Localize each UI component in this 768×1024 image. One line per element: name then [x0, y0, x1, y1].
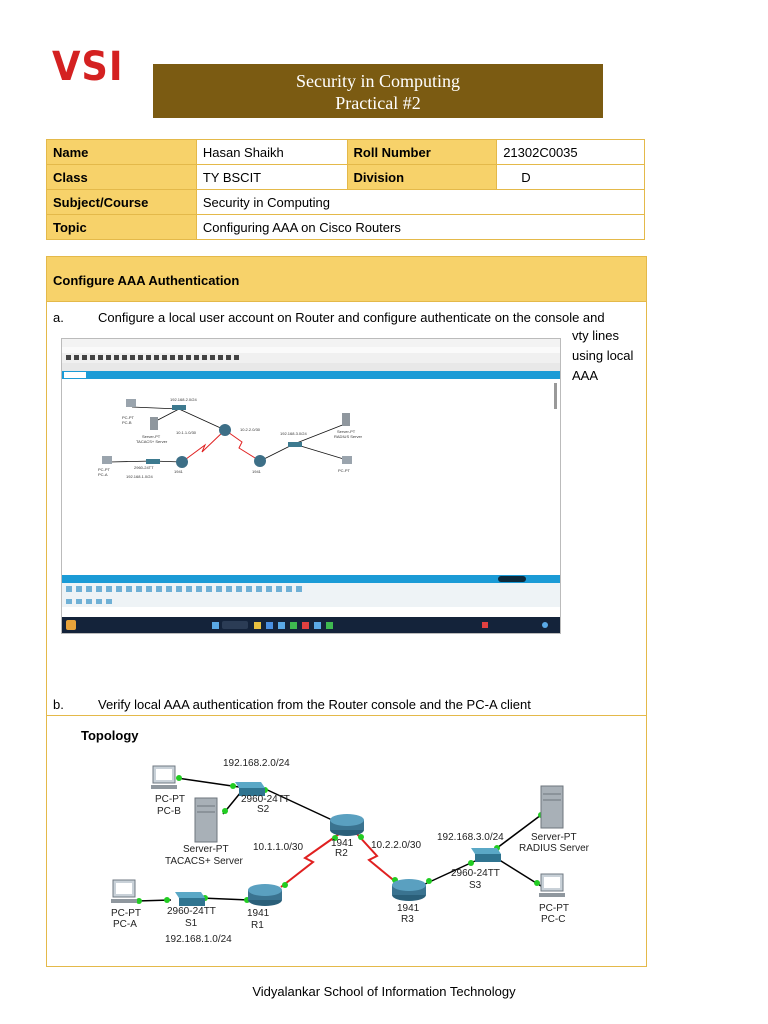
- link-label-r2-r3: 10.2.2.0/30: [371, 840, 422, 851]
- r2-name: R2: [335, 848, 348, 859]
- tacacs-type: Server-PT: [183, 844, 229, 855]
- vsit-logo: VSI: [52, 44, 124, 90]
- svg-text:PC-A: PC-A: [98, 472, 108, 477]
- r1-name: R1: [251, 920, 264, 931]
- pc-c-icon: [539, 874, 565, 897]
- topic-value: Configuring AAA on Cisco Routers: [196, 215, 644, 240]
- radius-type: Server-PT: [531, 832, 577, 843]
- subject-value: Security in Computing: [196, 190, 644, 215]
- step-a: [47, 302, 646, 692]
- step-a-line3: using local: [572, 348, 634, 363]
- step-a-line4: AAA: [572, 368, 599, 383]
- svg-text:192.168.1.0/24: 192.168.1.0/24: [126, 474, 153, 479]
- svg-text:1941: 1941: [174, 469, 183, 474]
- s1-model: 2960-24TT: [167, 906, 216, 917]
- student-info-table: [46, 139, 645, 240]
- roll-value: 21302C0035: [497, 140, 645, 165]
- class-label: Class: [47, 165, 197, 190]
- subject-label: Subject/Course: [47, 190, 197, 215]
- svg-text:Server-PT: Server-PT: [142, 434, 161, 439]
- r3-model: 1941: [397, 903, 420, 914]
- router-r3-icon: [392, 879, 426, 901]
- class-value: TY BSCIT: [196, 165, 347, 190]
- section-heading: Configure AAA Authentication: [47, 257, 646, 302]
- svg-text:PC-PT: PC-PT: [122, 415, 134, 420]
- practical-title-banner: [153, 64, 603, 118]
- r3-name: R3: [401, 914, 414, 925]
- step-b: [47, 692, 646, 715]
- svg-text:PC-B: PC-B: [122, 420, 132, 425]
- s2-model: 2960-24TT: [241, 794, 290, 805]
- svg-text:Server-PT: Server-PT: [337, 429, 356, 434]
- course-title: Security in Computing: [296, 71, 460, 91]
- pc-a-icon: [111, 880, 137, 903]
- table-row: [47, 190, 645, 215]
- division-label: Division: [347, 165, 497, 190]
- svg-text:PC-PT: PC-PT: [338, 468, 350, 473]
- net-label-s2: 192.168.2.0/24: [223, 758, 290, 769]
- s2-name: S2: [257, 804, 270, 815]
- step-a-text: Configure a local user account on Router and configure authenticate on the console and: [98, 310, 605, 325]
- table-row: [47, 140, 645, 165]
- link-label-r1-r2: 10.1.1.0/30: [253, 842, 304, 853]
- step-a-letter: a.: [53, 310, 64, 325]
- step-b-text: Verify local AAA authentication from the Router console and the PC-A client: [98, 697, 531, 712]
- packet-tracer-window-image: [62, 339, 560, 633]
- topology-diagram: [47, 715, 646, 966]
- topology-svg: [47, 716, 645, 966]
- svg-text:RADIUS Server: RADIUS Server: [334, 434, 363, 439]
- radius-name: RADIUS Server: [519, 843, 590, 854]
- svg-text:1941: 1941: [252, 469, 261, 474]
- tacacs-server-icon: [195, 798, 217, 842]
- svg-text:192.168.2.0/24: 192.168.2.0/24: [170, 397, 197, 402]
- division-value: D: [497, 165, 645, 190]
- r2-model: 1941: [331, 838, 354, 849]
- practical-number: Practical #2: [335, 93, 421, 113]
- pc-a-name: PC-A: [113, 919, 137, 930]
- pc-c-name: PC-C: [541, 914, 566, 925]
- svg-text:10.2.2.0/30: 10.2.2.0/30: [240, 427, 261, 432]
- s1-name: S1: [185, 918, 198, 929]
- switch-s3-icon: [471, 848, 501, 862]
- svg-text:2960-24TT: 2960-24TT: [134, 465, 154, 470]
- topology-title: Topology: [81, 728, 139, 743]
- step-a-line2: vty lines: [572, 328, 619, 343]
- s3-model: 2960-24TT: [451, 868, 500, 879]
- topic-label: Topic: [47, 215, 197, 240]
- svg-text:PC-PT: PC-PT: [98, 467, 110, 472]
- net-label-s3: 192.168.3.0/24: [437, 832, 504, 843]
- name-value: Hasan Shaikh: [196, 140, 347, 165]
- switch-s1-icon: [175, 892, 205, 906]
- router-r2-icon: [330, 814, 364, 836]
- aaa-section: [46, 256, 647, 967]
- pc-b-name: PC-B: [157, 806, 181, 817]
- router-r1-icon: [248, 884, 282, 906]
- pc-b-type: PC-PT: [155, 794, 185, 805]
- page-footer: Vidyalankar School of Information Technology: [252, 984, 516, 999]
- svg-text:10.1.1.0/30: 10.1.1.0/30: [176, 430, 197, 435]
- s3-name: S3: [469, 880, 482, 891]
- pc-c-type: PC-PT: [539, 903, 569, 914]
- table-row: [47, 165, 645, 190]
- roll-label: Roll Number: [347, 140, 497, 165]
- pc-a-type: PC-PT: [111, 908, 141, 919]
- step-b-letter: b.: [53, 697, 64, 712]
- pc-b-icon: [151, 766, 177, 789]
- svg-text:TACACS+ Server: TACACS+ Server: [136, 439, 168, 444]
- radius-server-icon: [541, 786, 563, 828]
- name-label: Name: [47, 140, 197, 165]
- table-row: [47, 215, 645, 240]
- step-a-continuation: [572, 326, 633, 386]
- net-label-s1: 192.168.1.0/24: [165, 934, 232, 945]
- r1-model: 1941: [247, 908, 270, 919]
- tacacs-name: TACACS+ Server: [165, 856, 243, 867]
- svg-text:192.168.3.0/24: 192.168.3.0/24: [280, 431, 307, 436]
- packet-tracer-screenshot: [61, 338, 561, 634]
